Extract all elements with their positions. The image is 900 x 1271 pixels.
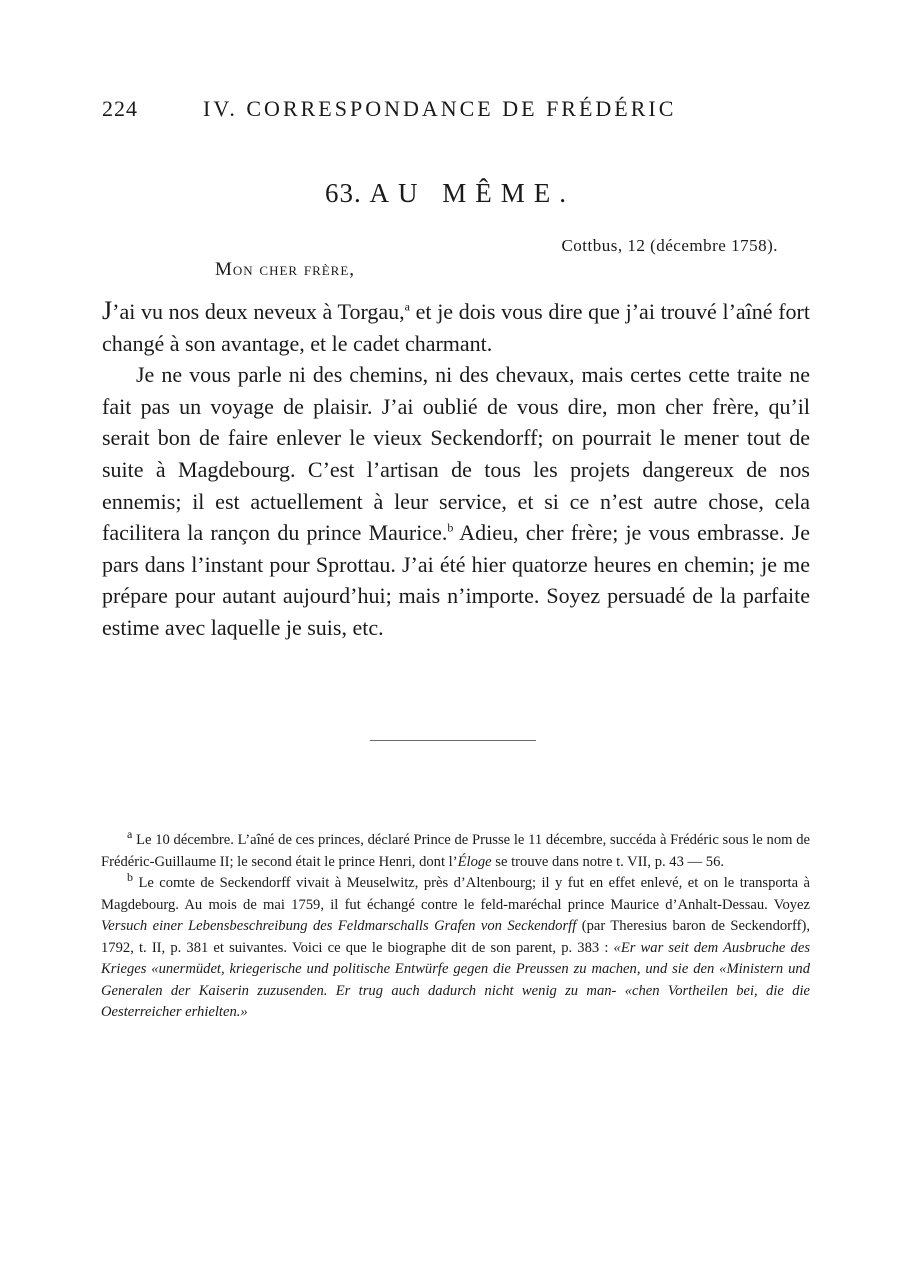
drop-cap: J: [102, 296, 113, 325]
paragraph-1-text-a: ’ai vu nos deux neveux à Torgau,: [112, 299, 405, 324]
running-header: [0, 96, 900, 126]
paragraph-2-text-a: Je ne vous parle ni des chemins, ni des chevaux, mais certes cette traite ne fait pas un voyage de plaisir. J’ai oublié de vous dire, mon cher frère, qu’il serait bon de faire enlever le vieux Seckendorff; on pourrait le mener tout de suite à Magdebourg. C’est l’artisan de tous les projets dangereux de nos ennemis; il est actuellement à leur service, et si ce n’est autre chose, cela facilitera la rançon du prince Maurice.: [102, 362, 810, 546]
footnote-b-marker: b: [127, 870, 133, 885]
paragraph-1: [102, 295, 810, 359]
separator-rule: [370, 740, 536, 741]
letter-heading: [0, 178, 900, 209]
footnote-a-text-end: se trouve dans notre t. VII, p. 43 — 56.: [491, 853, 725, 870]
paragraph-2-text-b: Adieu, cher frère; je vous embrasse. Je pars dans l’instant pour Sprottau. J’ai été hier quatorze heures en chemin; je me prépare pour autant aujourd’hui; mais n’importe. Soyez persuadé de la parfaite estime avec laquelle je suis, etc.: [102, 520, 810, 640]
footnote-ref-b[interactable]: b: [447, 520, 454, 535]
page-number: 224: [102, 96, 138, 121]
footnote-b: [101, 870, 810, 1024]
footnote-b-text-2: (par Theresius baron de Seckendorff), 1792, t. II, p. 381 et suivantes. Voici ce que le biographe dit de son parent, p. 383 :: [101, 918, 810, 956]
footnote-a-marker: a: [127, 827, 133, 842]
footnote-a: [101, 827, 810, 873]
footnote-b-text-1: Le comte de Seckendorff vivait à Meuselwitz, près d’Altenbourg; il y fut en effet enlevé, et on le transporta à Magdebourg. Au mois de mai 1759, il fut échangé contre le feld-maréchal prince Maurice d’Anhalt-Dessau. Voyez: [101, 875, 810, 913]
footnote-b-italic-1: Versuch einer Lebensbeschreibung des Feldmarschalls Grafen von Seckendorff: [101, 918, 577, 934]
footnote-ref-a[interactable]: a: [404, 299, 410, 314]
footnotes: [101, 827, 810, 1024]
letter-number: 63.: [325, 178, 362, 208]
footnote-b-quote: «Er war seit dem Ausbruche des Krieges «unermüdet, kriegerische und politische Entwürfe gegen die Preussen zu machen, und sie den «Ministern und Generalen der Kaiserin zuzusenden. Er trug auch dadurch nicht wenig zu man- «chen Vortheilen bei, die die Oesterreicher erhielten.»: [101, 939, 810, 1020]
running-title: IV. CORRESPONDANCE DE FRÉDÉRIC: [203, 96, 677, 121]
footnote-a-text: Le 10 décembre. L’aîné de ces princes, déclaré Prince de Prusse le 11 décembre, succéda à Frédéric sous le nom de Frédéric-Guillaume II; le second était le prince Henri, dont l’: [101, 832, 810, 870]
letter-title: AU MÊME.: [369, 178, 575, 208]
paragraph-1-text-b: et je dois vous dire que j’ai trouvé l’aîné fort changé à son avantage, et le cadet charmant.: [102, 299, 810, 356]
salutation: Mon cher frère,: [215, 259, 356, 280]
paragraph-2: [102, 359, 810, 643]
letter-body: [102, 295, 810, 644]
place-date: Cottbus, 12 (décembre 1758).: [561, 236, 778, 255]
footnote-a-italic: Éloge: [457, 853, 492, 870]
